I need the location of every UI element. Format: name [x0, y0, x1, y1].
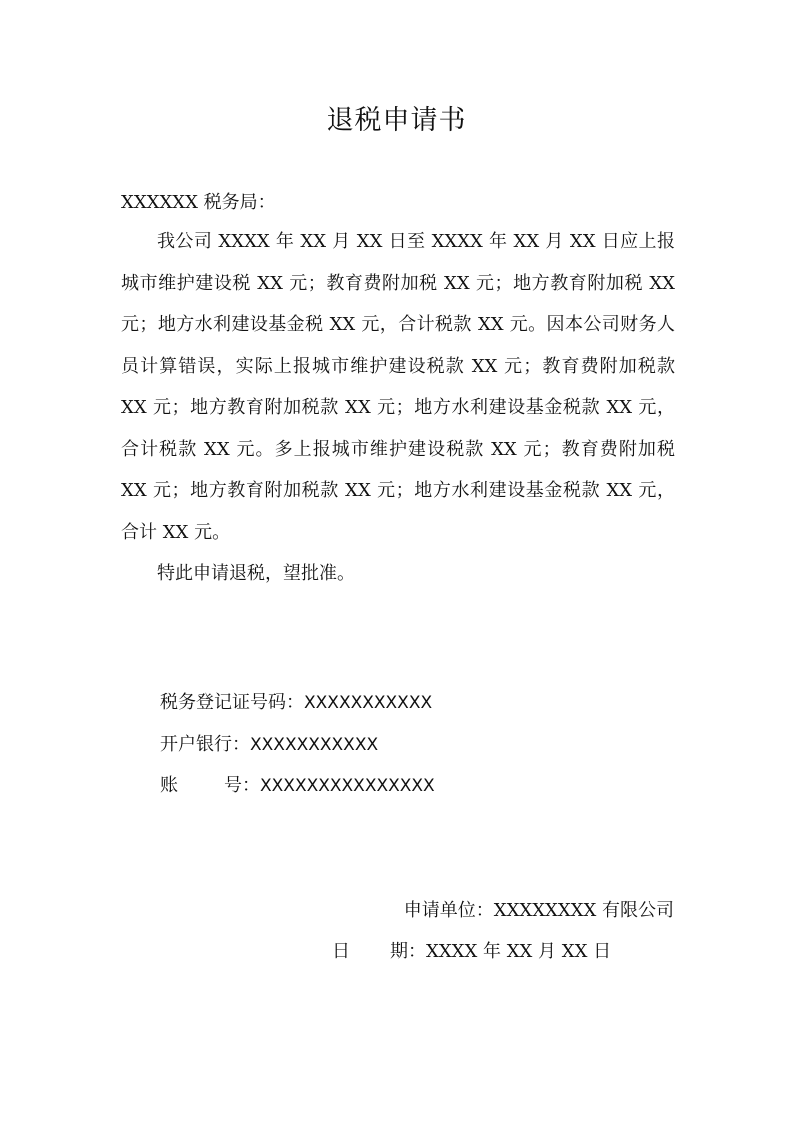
- date-label-right: 期：: [390, 941, 426, 962]
- account-label-right: 号：: [224, 775, 260, 796]
- tax-registration-row: [160, 688, 432, 714]
- bank-row: [160, 730, 378, 756]
- date-label-left: 日: [332, 941, 350, 962]
- salutation: XXXXXX 税务局：: [121, 192, 276, 213]
- document-title: 退税申请书: [326, 105, 467, 136]
- tax-registration-value: XXXXXXXXXXX: [304, 693, 433, 713]
- account-label: [160, 771, 260, 797]
- bank-label: 开户银行：: [160, 734, 250, 755]
- body-paragraph-main: 我公司 XXXX 年 XX 月 XX 日至 XXXX 年 XX 月 XX 日应上报城市维护建设税 XX 元；教育费附加税 XX 元；地方教育附加税 XX 元；地方水利建设基金税 XX 元，合计税款 XX 元。因本公司财务人员计算错误，实际上报城市维护建设税款 XX 元；教育费附加税款 XX 元；地方教育附加税款 XX 元；地方水利建设基金税款 XX 元，合计税款 XX 元。多上报城市维护建设税款 XX 元；教育费附加税 XX 元；地方教育附加税款 XX 元；地方水利建设基金税款 XX 元，合计 XX 元。: [121, 231, 675, 543]
- letter-body: [121, 221, 675, 595]
- bank-value: XXXXXXXXXXX: [250, 735, 379, 755]
- account-value: XXXXXXXXXXXXXXX: [260, 776, 435, 796]
- body-paragraph-request: 特此申请退税，望批准。: [157, 563, 355, 584]
- date-row: [332, 937, 611, 963]
- account-label-left: 账: [160, 775, 178, 796]
- date-value: XXXX 年 XX 月 XX 日: [426, 941, 612, 962]
- applicant-unit: 申请单位：XXXXXXXX 有限公司: [403, 900, 674, 921]
- tax-registration-label: 税务登记证号码：: [160, 692, 304, 713]
- account-row: [160, 771, 435, 797]
